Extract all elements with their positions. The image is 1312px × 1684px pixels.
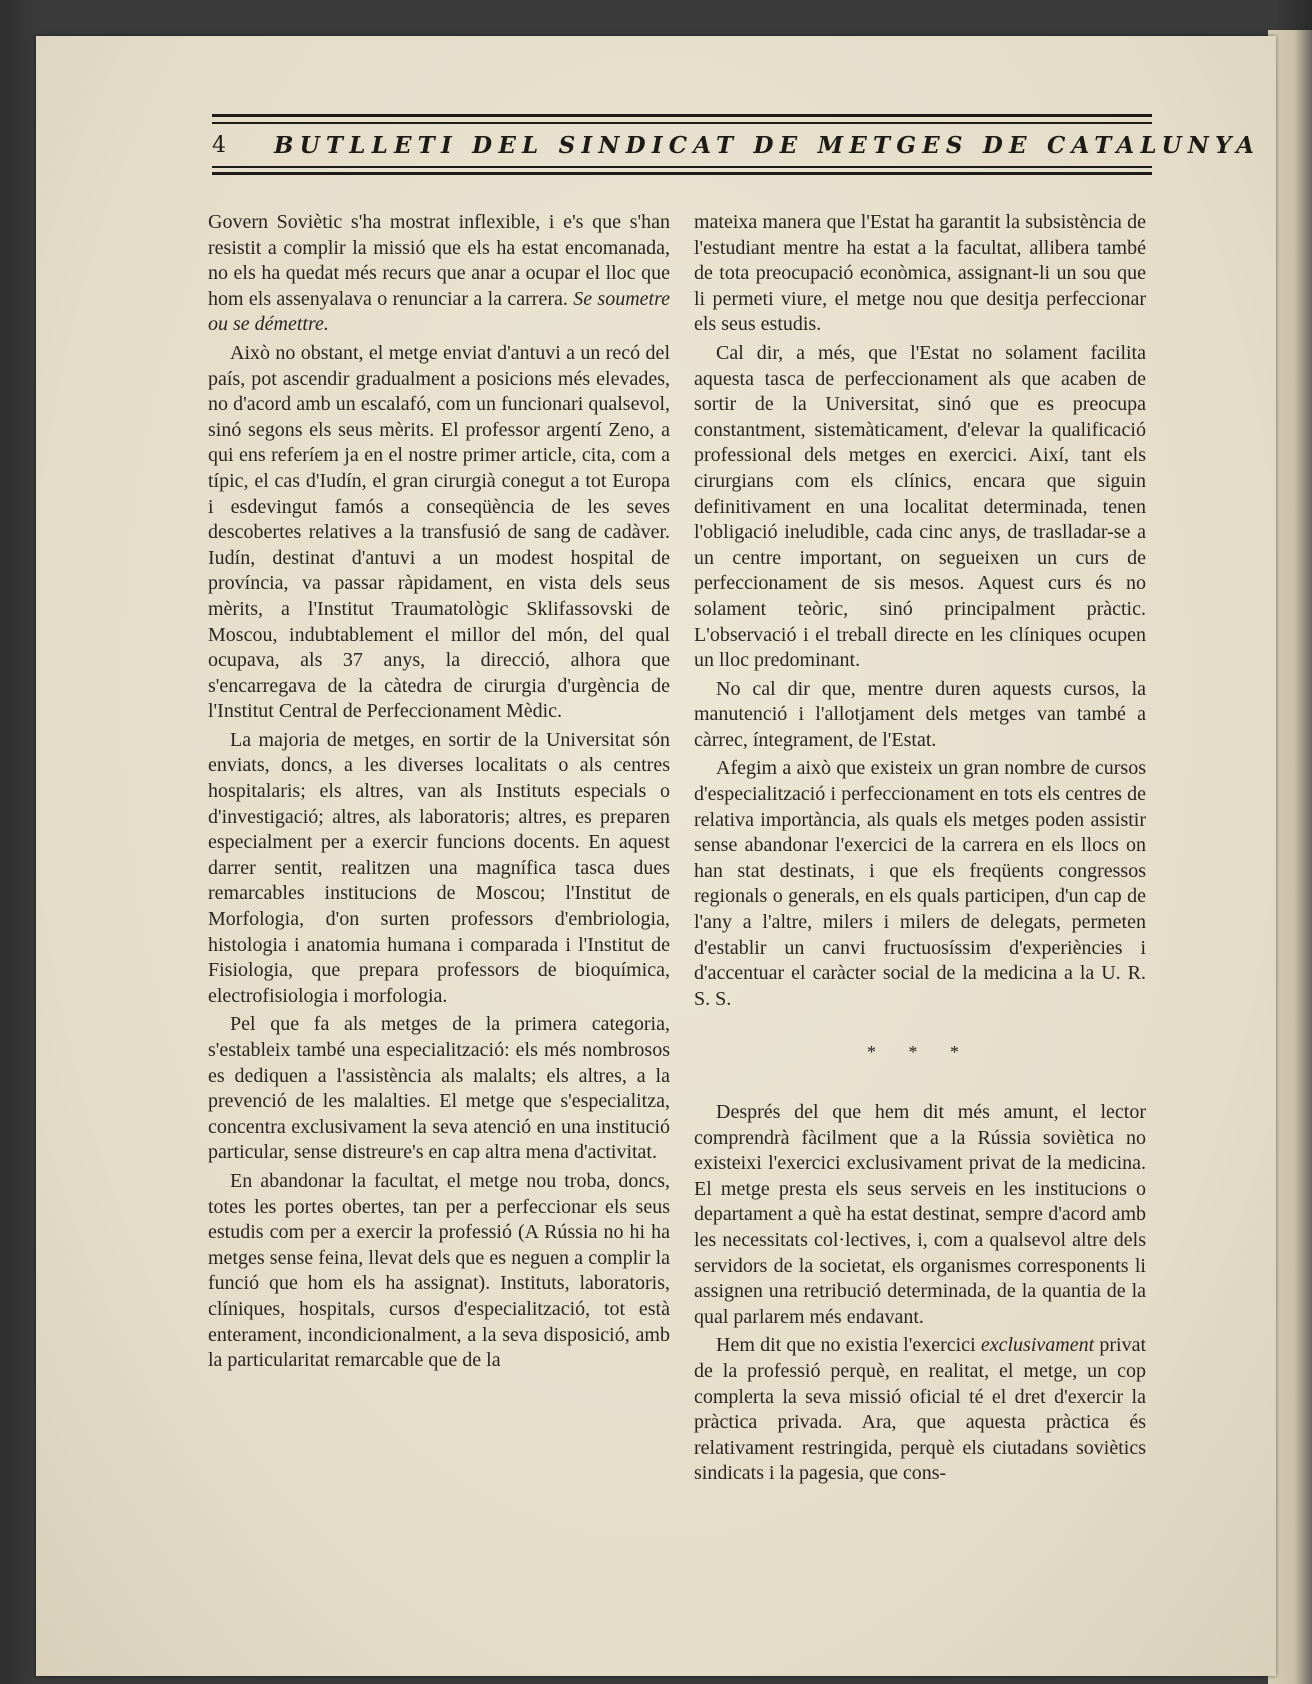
header-rule-bottom	[212, 172, 1152, 175]
running-title: BUTLLETI DEL SINDICAT DE METGES DE CATALUNYA	[274, 132, 1261, 159]
paragraph: Després del que hem dit més amunt, el lector comprendrà fàcilment que a la Rússia soviètica no existeixi l'exercici exclusivament privat de la medicina. El metge presta els seus serveis en les institucions o departament a què ha estat destinat, sempre d'acord amb les necessitats col·lectives, i, com a qualsevol altre dels servidors de la societat, els organismes corresponents li assignen una retribució determinada, de la quantia de la qual parlarem més endavant.	[694, 1101, 1146, 1328]
italic-word: exclusivament	[980, 1334, 1095, 1357]
paragraph: mateixa manera que l'Estat ha garantit la subsistència de l'estudiant mentre ha estat a la facultat, allibera també de tota preocupació econòmica, assignant-li un sou que li permeti viure, el metge nou que desitja perfeccionar els seus estudis.	[694, 211, 1146, 336]
left-column	[208, 210, 670, 1374]
paragraph: Govern Soviètic s'ha mostrat inflexible, i e's que s'han resistit a complir la missió que els ha estat encomanada, no els ha quedat més recurs que anar a ocupar el lloc que hom els assenyalava o renunciar a la carrera. Se soumetre ou se démettre.	[208, 211, 670, 336]
header-rule-bottom-thin	[212, 166, 1152, 168]
paragraph: Hem dit que no existia l'exercici exclusivament privat de la professió perquè, en realitat, el metge, un cop complerta la seva missió oficial té el dret d'exercir la pràctica privada. Ara, que aquesta pràctica és relativament restringida, perquè els ciutadans soviètics sindicats i la pagesia, que cons-	[694, 1334, 1147, 1485]
header-rule-top-thin	[212, 122, 1152, 124]
italic-phrase: Se soumetre ou se démettre.	[208, 287, 670, 336]
section-separator: * * *	[867, 1042, 973, 1063]
paragraph: En abandonar la facultat, el metge nou troba, doncs, totes les portes obertes, tan per a perfeccionar els seus estudis com per a exercir la professió (A Rússia no hi ha metges sense feina, llevat dels que es neguen a complir la funció que hom els ha assignat). Instituts, laboratoris, clíniques, hospitals, cursos d'especialització, tot està enterament, incondicionalment, a la seva disposició, amb la particularitat remarcable que de la	[208, 1169, 670, 1372]
paragraph: Afegim a això que existeix un gran nombre de cursos d'especialització i perfeccionament en tots els centres de relativa importància, als quals els metges poden assistir sense abandonar l'exercici de la carrera en els llocs on han stat destinats, i que els freqüents congressos regionals o generals, en els quals participen, d'un cap de l'any a l'altre, milers i milers de delegats, permeten d'establir un canvi fructuosíssim d'experiències i d'accentuar el caràcter social de la medicina a la U. R. S. S.	[694, 757, 1146, 1010]
paragraph: Cal dir, a més, que l'Estat no solament facilita aquesta tasca de perfeccionament als que acaben de sortir de la Universitat, sinó que es preocupa constantment, sistemàticament, d'elevar la qualificació professional dels metges en exercici. Així, tant els cirurgians com els clínics, encara que siguin definitivament en una localitat determinada, tenen l'obligació ineludible, cada cinc anys, de traslladar-se a un centre important, on segueixen un curs de perfeccionament de sis mesos. Aquest curs és no solament teòric, sinó principalment pràctic. L'observació i el treball directe en les clíniques ocupen un lloc predominant.	[694, 341, 1146, 672]
right-column	[694, 210, 1146, 1487]
header-rule-top	[212, 114, 1152, 117]
paragraph: Això no obstant, el metge enviat d'antuvi a un recó del país, pot ascendir gradualment a posicions més elevades, no d'acord amb un escalafó, com un funcionari qualsevol, sinó segons els seus mèrits. El professor argentí Zeno, a qui ens referíem ja en el nostre primer article, cita, com a típic, el cas d'Iudín, el gran cirurgià conegut a tot Europa i esdevingut famós a conseqüència de les seves descobertes relatives a la transfusió de sang de cadàver. Iudín, destinat d'antuvi a un modest hospital de província, va passar ràpidament, en vista dels seus mèrits, a l'Institut Traumatològic Sklifassovski de Moscou, indubtablement el millor del món, del qual ocupava, als 37 anys, la direcció, alhora que s'encarregava de la càtedra de cirurgia d'urgència de l'Institut Central de Perfeccionament Mèdic.	[208, 341, 670, 723]
paragraph: Pel que fa als metges de la primera categoria, s'estableix també una especialització: els més nombrosos es dediquen a l'assistència als malalts; els altres, a la prevenció de les malalties. El metge que s'especialitza, concentra exclusivament la seva atenció en una institució particular, sense distreure's en cap altra mena d'activitat.	[208, 1013, 670, 1164]
page-header	[212, 114, 1261, 184]
paragraph: La majoria de metges, en sortir de la Universitat són enviats, doncs, a les diverses localitats o als centres hospitalaris; els altres, van als Instituts especials o d'investigació; altres, als laboratoris; altres, es preparen especialment per a exercir funcions docents. En aquest darrer sentit, realitzen una magnífica tasca dues remarcables institucions de Moscou; l'Institut de Morfologia, d'on surten professors d'embriologia, histologia i anatomia humana i comparada i l'Institut de Fisiologia, que prepara professors de bioquímica, electrofisiologia i morfologia.	[208, 728, 670, 1007]
paragraph: No cal dir que, mentre duren aquests cursos, la manutenció i l'allotjament dels metges van també a càrrec, íntegrament, de l'Estat.	[694, 677, 1146, 751]
page-number: 4	[212, 133, 226, 158]
